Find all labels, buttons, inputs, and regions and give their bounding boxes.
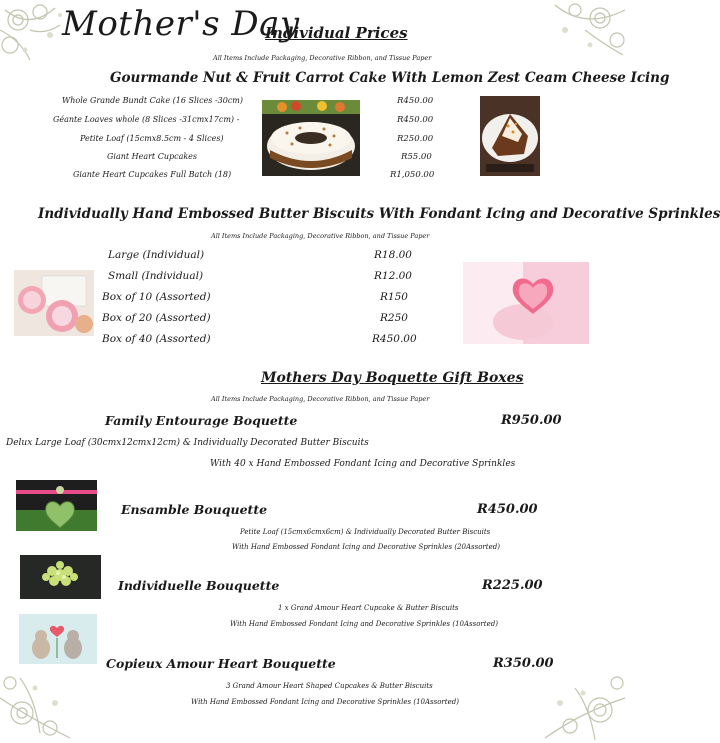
cake-item-name: Whole Grande Bundt Cake (16 Slices -30cm) <box>62 96 244 105</box>
copieux-name: Copieux Amour Heart Bouquette <box>106 656 336 671</box>
bundt-cake-photo <box>262 100 360 176</box>
cake-item-name: Géante Loaves whole (8 Slices -31cmx17cm) - <box>53 115 240 124</box>
floral-corner-bottom-left <box>0 668 80 743</box>
biscuit-item-price: R12.00 <box>374 270 412 282</box>
ensamble-desc: Petite Loaf (15cmx6cmx6cm) & Individually Decorated Butter Biscuits <box>240 528 491 536</box>
copieux-desc: With Hand Embossed Fondant Icing and Decorative Sprinkles (10Assorted) <box>191 698 459 706</box>
family-entourage-desc: With 40 x Hand Embossed Fondant Icing and Decorative Sprinkles <box>210 459 516 469</box>
cake-item-name: Petite Loaf (15cmx8.5cm - 4 Slices) <box>80 134 224 143</box>
carrot-loaf-photo <box>480 96 540 176</box>
page-title: Mother's Day <box>62 4 300 44</box>
biscuit-item-name: Large (Individual) <box>108 249 205 261</box>
biscuits-packaging-note: All Items Include Packaging, Decorative Ribbon, and Tissue Paper <box>211 232 430 240</box>
individuelle-name: Individuelle Bouquette <box>118 578 280 593</box>
page-subtitle: Individual Prices <box>265 24 408 42</box>
individuelle-price: R225.00 <box>482 578 543 593</box>
heart-biscuit-photo <box>463 262 589 344</box>
cake-item-name: Giant Heart Cupcakes <box>107 152 198 161</box>
cake-item-price: R450.00 <box>397 96 434 106</box>
ensamble-photo <box>16 480 97 531</box>
cake-item-price: R55.00 <box>401 152 432 162</box>
floral-corner-top-right <box>545 0 627 60</box>
biscuit-item-name: Box of 40 (Assorted) <box>102 333 211 345</box>
biscuit-item-name: Small (Individual) <box>108 270 204 282</box>
family-entourage-price: R950.00 <box>501 413 562 428</box>
individuelle-desc: With Hand Embossed Fondant Icing and Decorative Sprinkles (10Assorted) <box>230 620 498 628</box>
family-entourage-name: Family Entourage Boquette <box>105 413 298 428</box>
biscuit-item-price: R250 <box>380 312 408 324</box>
ensamble-desc: With Hand Embossed Fondant Icing and Decorative Sprinkles (20Assorted) <box>232 543 500 551</box>
biscuit-item-name: Box of 20 (Assorted) <box>102 312 211 324</box>
gift-boxes-heading: Mothers Day Boquette Gift Boxes <box>261 370 524 386</box>
biscuit-item-price: R18.00 <box>374 249 412 261</box>
copieux-price: R350.00 <box>493 656 554 671</box>
cake-item-price: R1,050.00 <box>390 170 435 180</box>
biscuit-item-price: R150 <box>380 291 408 303</box>
family-entourage-desc: Delux Large Loaf (30cmx12cmx12cm) & Individually Decorated Butter Biscuits <box>6 438 369 448</box>
copieux-desc: 3 Grand Amour Heart Shaped Cupcakes & Butter Biscuits <box>226 682 433 690</box>
biscuit-item-name: Box of 10 (Assorted) <box>102 291 211 303</box>
biscuit-box-photo <box>14 270 94 336</box>
packaging-note: All Items Include Packaging, Decorative Ribbon, and Tissue Paper <box>213 54 432 62</box>
gift-boxes-packaging-note: All Items Include Packaging, Decorative Ribbon, and Tissue Paper <box>211 395 430 403</box>
biscuit-item-price: R450.00 <box>372 333 417 345</box>
ensamble-name: Ensamble Bouquette <box>121 502 268 517</box>
cake-item-name: Giante Heart Cupcakes Full Batch (18) <box>73 170 232 179</box>
cake-item-price: R450.00 <box>397 115 434 125</box>
individuelle-desc: 1 x Grand Amour Heart Cupcake & Butter Biscuits <box>278 604 459 612</box>
cake-item-price: R250.00 <box>397 134 434 144</box>
copieux-photo <box>19 614 97 664</box>
biscuits-heading: Individually Hand Embossed Butter Biscuits With Fondant Icing and Decorative Sprinkles <box>38 206 720 222</box>
carrot-cake-heading: Gourmande Nut & Fruit Carrot Cake With Lemon Zest Ceam Cheese Icing <box>110 70 670 86</box>
individuelle-photo <box>20 555 101 599</box>
ensamble-price: R450.00 <box>477 502 538 517</box>
floral-corner-bottom-right <box>535 668 627 743</box>
